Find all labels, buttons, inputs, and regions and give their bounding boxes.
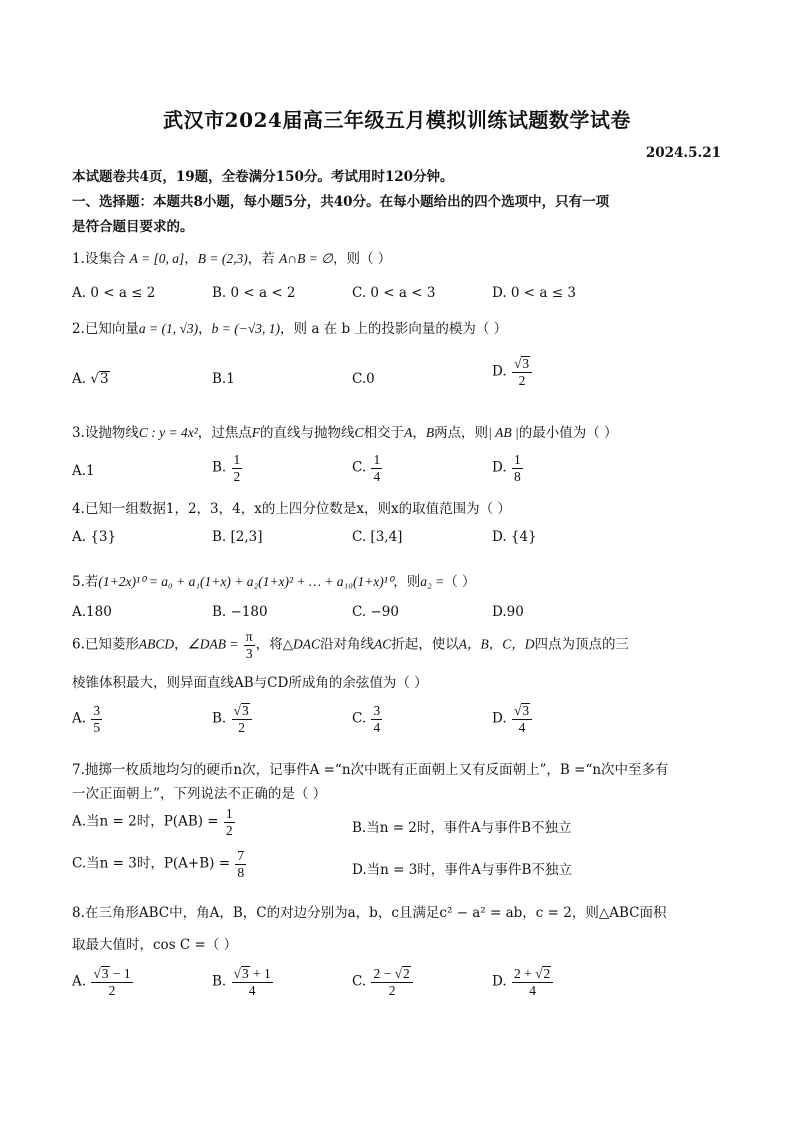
q3-parabola: C : y = 4x² <box>138 425 198 440</box>
q2-d-label: D. <box>492 363 507 380</box>
q8-d-fraction: $\frac{2 + √2}{4}$ <box>512 966 553 998</box>
q3-b-num: 1 <box>233 452 241 467</box>
q3-d-den: 8 <box>513 468 521 484</box>
question-3-stem <box>72 421 618 441</box>
q2-d-num: 3 <box>522 356 530 371</box>
q2-option-d <box>492 356 533 388</box>
q6-b-label: B. <box>212 710 227 727</box>
q3-d-label: D. <box>492 459 507 476</box>
q8-c-num-pre: 2 − <box>373 966 395 981</box>
q7-a-den: 2 <box>225 822 233 838</box>
q6-text-k: 四点为顶点的三 <box>534 636 630 653</box>
q6-ac: AC <box>374 636 392 652</box>
q3-text-c: ，过焦点 <box>197 425 252 441</box>
q1-text-e: ，若 <box>247 251 280 267</box>
q6-d-label: D. <box>492 710 507 727</box>
q6-angle: ∠DAB = <box>187 636 239 652</box>
q6-b-fraction: $\frac{√3}{2}$ <box>232 703 252 735</box>
q6-points: A，B，C，D <box>458 636 535 652</box>
q6-abcd: ABCD <box>138 636 175 652</box>
q2-vector-a: a = (1, √3) <box>138 321 199 336</box>
q2-a-value: 3 <box>99 371 109 387</box>
question-2-stem <box>72 317 507 337</box>
q3-b-den: 2 <box>233 468 241 484</box>
q3-abs-ab: | AB | <box>488 425 519 440</box>
q7-a-fraction <box>224 806 235 838</box>
q8-a-fraction: $\frac{√3 - 1}{2}$ <box>93 966 131 998</box>
q6-angle-fraction <box>244 629 255 661</box>
question-6-line2: 棱锥体积最大，则异面直线AB与CD所成角的余弦值为（ ） <box>72 675 428 691</box>
q8-a-den: 2 <box>108 982 116 998</box>
q1-text-a: 1.设集合 <box>72 251 130 267</box>
q3-text-g: 相交于 <box>363 425 405 441</box>
q8-c-label: C. <box>352 973 367 990</box>
page-title: 武汉市2024届高三年级五月模拟训练试题数学试卷 <box>163 108 631 132</box>
q7-c-fraction <box>235 848 246 880</box>
q7-c-den: 8 <box>237 864 245 880</box>
q2-text-a: 2.已知向量 <box>72 321 139 337</box>
q3-c: C <box>354 425 364 440</box>
q1-option-b: B. 0 < a < 2 <box>212 285 296 301</box>
q8-b-label: B. <box>212 973 227 990</box>
q1-option-d: D. 0 < a ≤ 3 <box>492 285 576 301</box>
q3-d-fraction <box>512 452 523 484</box>
q1-option-c: C. 0 < a < 3 <box>352 285 436 301</box>
q6-dac: DAC <box>293 636 320 652</box>
q8-option-d <box>492 966 554 998</box>
q6-option-a <box>72 703 103 735</box>
q3-b-label: B. <box>212 459 227 476</box>
q8-d-num-pre: 2 + <box>513 966 536 981</box>
q1-text-g: ，则（ ） <box>332 251 392 267</box>
q5-option-b: B. −180 <box>212 604 268 620</box>
q6-text-e: ，将△ <box>255 636 293 653</box>
q4-option-c: C. [3,4] <box>352 529 403 545</box>
question-6-line1 <box>72 629 629 661</box>
q6-d-num: 3 <box>522 703 530 718</box>
q2-d-fraction: $\frac{√3}{2}$ <box>512 356 532 388</box>
q6-text-c: ， <box>174 636 188 653</box>
q4-option-a: A. {3} <box>72 529 117 545</box>
q6-b-num: 3 <box>241 703 249 718</box>
q7-c-num: 7 <box>237 848 245 863</box>
q1-text-c: ， <box>184 251 198 267</box>
q7-option-b: B.当n = 2时，事件A与事件B不独立 <box>352 820 572 836</box>
q8-c-fraction: $\frac{2 - √2}{2}$ <box>371 966 412 998</box>
q8-c-num-sqrt: 2 <box>402 966 410 981</box>
q3-text-m: 的最小值为（ ） <box>518 425 618 441</box>
q3-point-b: B <box>425 425 435 440</box>
q8-b-den: 4 <box>248 982 256 998</box>
q6-d-fraction: $\frac{√3}{4}$ <box>512 703 532 735</box>
q4-option-b: B. [2,3] <box>212 529 263 545</box>
q8-c-den: 2 <box>388 982 396 998</box>
q8-b-num-rest: + 1 <box>249 966 271 981</box>
q5-text-a: 5.若 <box>72 574 99 590</box>
q6-c-den: 4 <box>373 719 381 735</box>
q6-option-b <box>212 703 253 735</box>
q1-intersection: A∩B = ∅ <box>279 251 333 266</box>
section-heading-line1: 一、选择题：本题共8小题，每小题5分，共40分。在每小题给出的四个选项中，只有一项 <box>72 194 610 210</box>
q6-text-a: 6.已知菱形 <box>72 636 139 653</box>
q6-d-den: 4 <box>518 719 526 735</box>
q7-option-d: D.当n = 3时，事件A与事件B不独立 <box>352 862 572 878</box>
q8-option-b <box>212 966 274 998</box>
q2-vector-b: b = (−√3, 1) <box>211 321 281 336</box>
q3-text-k: 两点，则 <box>434 425 489 441</box>
q5-option-a: A.180 <box>72 604 112 620</box>
q3-option-c <box>352 452 383 484</box>
q8-b-fraction: $\frac{√3 + 1}{4}$ <box>233 966 271 998</box>
q6-a-den: 5 <box>93 719 101 735</box>
q2-text-e: ，则 a 在 b 上的投影向量的模为（ ） <box>280 321 508 337</box>
q3-point-a: A <box>404 425 413 440</box>
q8-b-num-sqrt: 3 <box>241 966 249 981</box>
q2-text-c: ， <box>198 321 212 337</box>
q3-c-num: 1 <box>373 452 381 467</box>
q7-option-a <box>72 806 236 838</box>
q8-d-num-sqrt: 2 <box>543 966 551 981</box>
q5-option-d: D.90 <box>492 604 524 620</box>
q2-option-c: C.0 <box>352 371 375 387</box>
q7-a-num: 1 <box>225 806 233 821</box>
question-8-line1: 8.在三角形ABC中，角A，B，C的对边分别为a，b，c且满足c² − a² = ab，c = 2，则△ABC面积 <box>72 905 667 921</box>
q8-a-num-sqrt: 3 <box>101 966 109 981</box>
q6-option-d <box>492 703 533 735</box>
q6-c-fraction <box>371 703 382 735</box>
q2-option-a: A. √3 <box>72 371 109 387</box>
q8-d-den: 4 <box>529 982 536 998</box>
q3-c-fraction <box>371 452 382 484</box>
q3-option-a: A.1 <box>72 463 95 479</box>
q3-c-label: C. <box>352 459 367 476</box>
question-1-stem <box>72 247 391 267</box>
q2-d-den: 2 <box>518 372 526 388</box>
q3-option-b <box>212 452 243 484</box>
q3-c-den: 4 <box>373 468 381 484</box>
q5-text-e: （ ） <box>444 574 476 590</box>
q6-b-den: 2 <box>238 719 245 735</box>
q5-expansion: (1+2x)¹⁰ = a₀ + a₁(1+x) + a₂(1+x)² + … + a₁₀(1+x)¹⁰ <box>98 574 394 589</box>
q5-a2: a₂ = <box>420 574 445 589</box>
q5-text-c: ，则 <box>393 574 421 590</box>
q1-set-a: A = [0, a] <box>129 251 185 266</box>
q8-a-num-rest: − 1 <box>109 966 131 981</box>
exam-date: 2024.5.21 <box>645 145 721 161</box>
q4-option-d: D. {4} <box>492 529 537 545</box>
q5-option-c: C. −90 <box>352 604 399 620</box>
q6-c-label: C. <box>352 710 367 727</box>
q6-option-c <box>352 703 383 735</box>
q8-option-a <box>72 966 134 998</box>
question-4-stem: 4.已知一组数据1，2，3，4，x的上四分位数是x，则x的取值范围为（ ） <box>72 501 511 517</box>
q6-frac-den: 3 <box>245 645 253 661</box>
q3-d-num: 1 <box>513 452 521 467</box>
q6-c-num: 3 <box>373 703 381 718</box>
q8-d-label: D. <box>492 973 507 990</box>
q3-focus: F <box>251 425 261 440</box>
q1-set-b: B = (2,3) <box>197 251 248 266</box>
q7-a-text: A.当n = 2时，P(AB) = <box>72 813 219 830</box>
question-7-line2: 一次正面朝上”，下列说法不正确的是（ ） <box>72 786 327 802</box>
q8-option-c <box>352 966 414 998</box>
q6-a-fraction <box>91 703 102 735</box>
section-heading-line2: 是符合题目要求的。 <box>72 219 194 235</box>
question-8-line2: 取最大值时，cos C =（ ） <box>72 937 238 953</box>
intro-text: 本试题卷共4页，19题，全卷满分150分。考试用时120分钟。 <box>72 169 454 185</box>
q3-text-e: 的直线与抛物线 <box>260 425 355 441</box>
q8-a-label: A. <box>72 973 87 990</box>
q6-text-g: 沿对角线 <box>320 636 374 653</box>
question-5-stem <box>72 570 475 590</box>
q6-text-i: 折起，使以 <box>391 636 459 653</box>
question-7-line1: 7.抛掷一枚质地均匀的硬币n次，记事件A =“n次中既有正面朝上又有反面朝上”，B =“n次中至多有 <box>72 762 669 778</box>
q2-a-label: A. <box>72 371 87 387</box>
q3-text-a: 3.设抛物线 <box>72 425 139 441</box>
q1-option-a: A. 0 < a ≤ 2 <box>72 285 156 301</box>
q2-option-b: B.1 <box>212 371 235 387</box>
q3-b-fraction <box>232 452 243 484</box>
q7-c-text: C.当n = 3时，P(A+B) = <box>72 855 231 872</box>
q6-a-label: A. <box>72 710 87 727</box>
q6-a-num: 3 <box>93 703 101 718</box>
q3-text-i: ， <box>412 425 426 441</box>
q7-option-c <box>72 848 247 880</box>
q3-option-d <box>492 452 524 484</box>
q6-frac-num: π <box>245 629 253 644</box>
